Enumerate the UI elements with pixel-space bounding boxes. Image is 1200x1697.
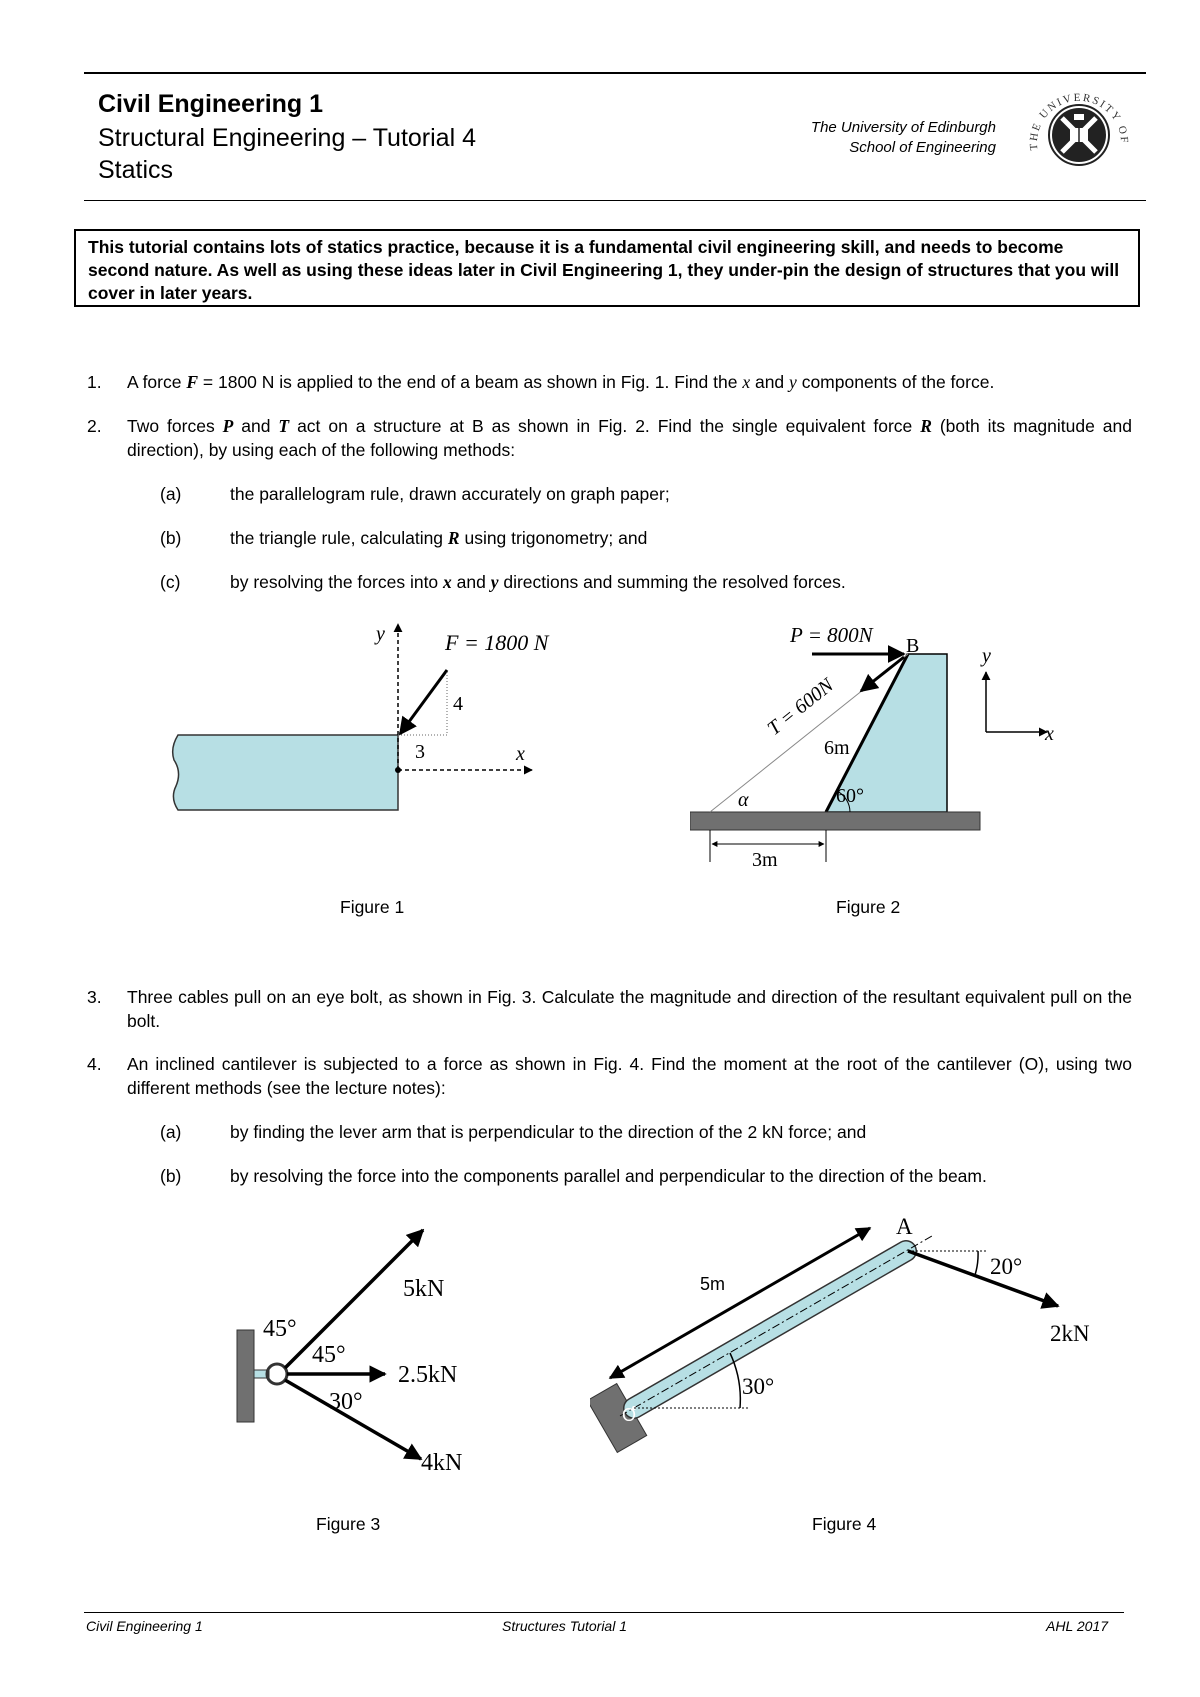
fig4-length-label: 5m bbox=[700, 1274, 726, 1294]
q2-part-a bbox=[160, 482, 1110, 506]
fig2-length-label: 6m bbox=[824, 737, 850, 759]
topic-title: Statics bbox=[98, 156, 174, 184]
q2b-label: (b) bbox=[160, 528, 182, 548]
fig4-angle-30: 30° bbox=[742, 1374, 775, 1399]
figure-3 bbox=[225, 1210, 505, 1480]
q2c-text-2: and bbox=[451, 572, 491, 592]
figure-4-caption: Figure 4 bbox=[812, 1514, 877, 1534]
q1-symbol-F: F bbox=[186, 372, 199, 392]
q2a-text: the parallelogram rule, drawn accurately on graph paper; bbox=[230, 484, 670, 504]
figure-3-caption: Figure 3 bbox=[316, 1514, 381, 1534]
tutorial-title: Structural Engineering – Tutorial 4 bbox=[98, 124, 476, 152]
fig3-label-5kn: 5kN bbox=[403, 1276, 445, 1302]
q2b-text-2: using trigonometry; and bbox=[459, 528, 648, 548]
q2c-text-1: by resolving the forces into bbox=[230, 572, 444, 592]
figure-4 bbox=[590, 1208, 1110, 1468]
q4a-label: (a) bbox=[160, 1122, 182, 1142]
header-bottom-rule bbox=[84, 200, 1146, 201]
q1-text-3: and bbox=[750, 372, 790, 392]
q2-text-4: (both its magnitude and direction), by using each of the following methods: bbox=[127, 416, 1132, 460]
q2-symbol-T: T bbox=[278, 416, 290, 436]
q1-text-2: = 1800 N is applied to the end of a beam as shown in Fig. 1. Find the bbox=[198, 372, 743, 392]
footer-center: Structures Tutorial 1 bbox=[502, 1618, 628, 1634]
fig2-b-label: B bbox=[906, 635, 920, 657]
q2-symbol-P: P bbox=[222, 416, 234, 436]
q1-text-4: components of the force. bbox=[796, 372, 995, 392]
fig4-point-o: O bbox=[622, 1405, 637, 1425]
fig2-base-label: 3m bbox=[752, 849, 778, 871]
question-2-number: 2. bbox=[87, 416, 102, 436]
q2c-text bbox=[230, 570, 846, 594]
fig4-point-a: A bbox=[896, 1214, 913, 1239]
q2c-symbol-y: y bbox=[490, 572, 499, 592]
school-name: School of Engineering bbox=[849, 139, 996, 156]
q2b-symbol-R: R bbox=[447, 528, 460, 548]
fig3-label-4kn: 4kN bbox=[421, 1450, 463, 1476]
footer-right: AHL 2017 bbox=[1046, 1618, 1109, 1634]
q4-part-b bbox=[160, 1164, 1110, 1188]
fig1-y-label: y bbox=[376, 623, 385, 645]
q2-part-c bbox=[160, 570, 1110, 594]
question-4 bbox=[87, 1052, 1132, 1100]
q4-part-a bbox=[160, 1120, 1110, 1144]
q1-symbol-x: x bbox=[742, 372, 751, 392]
question-2 bbox=[87, 414, 1132, 462]
q2c-symbol-x: x bbox=[443, 572, 452, 592]
question-4-number: 4. bbox=[87, 1054, 102, 1074]
fig4-angle-arc-20 bbox=[975, 1251, 978, 1275]
q2c-text-3: directions and summing the resolved forces. bbox=[498, 572, 846, 592]
course-title: Civil Engineering 1 bbox=[98, 90, 324, 118]
fig2-ground bbox=[690, 812, 980, 830]
fig1-origin bbox=[395, 767, 401, 773]
fig4-force-label: 2kN bbox=[1050, 1321, 1090, 1346]
q2-text-1: Two forces bbox=[127, 416, 223, 436]
q2-text-2: and bbox=[233, 416, 279, 436]
footer-rule bbox=[84, 1612, 1124, 1613]
fig1-beam bbox=[173, 735, 398, 810]
figure-1-caption: Figure 1 bbox=[340, 897, 405, 917]
fig2-alpha-label: α bbox=[738, 789, 749, 811]
fig3-eye-bolt bbox=[267, 1364, 287, 1384]
fig1-force-arrow bbox=[400, 670, 447, 734]
intro-box: This tutorial contains lots of statics practice, because it is a fundamental civil engineering skill, and needs to become second nature. As well as using these ideas later in Civil Engineering 1, they under-pin the design of structures that you will cover in later years. bbox=[74, 229, 1140, 307]
q2-symbol-R: R bbox=[920, 416, 932, 436]
fig4-centerline bbox=[620, 1236, 932, 1416]
logo-text: THE UNIVERSITY OF bbox=[1027, 91, 1131, 151]
question-3 bbox=[87, 985, 1132, 1033]
fig3-angle-2: 45° bbox=[312, 1342, 346, 1368]
q4-text: An inclined cantilever is subjected to a force as shown in Fig. 4. Find the moment at the root of the cantilever (O), using two different methods (see the lecture notes): bbox=[127, 1054, 1132, 1098]
q2a-label: (a) bbox=[160, 484, 182, 504]
question-1 bbox=[87, 370, 1132, 394]
fig4-force-arrow bbox=[908, 1251, 1058, 1306]
fig2-x-label: x bbox=[1045, 723, 1054, 745]
university-block bbox=[811, 118, 996, 158]
footer-left: Civil Engineering 1 bbox=[86, 1618, 203, 1634]
fig1-horizontal-label: 3 bbox=[415, 741, 425, 763]
fig1-x-label: x bbox=[516, 743, 525, 765]
fig2-y-label: y bbox=[982, 645, 991, 667]
university-logo bbox=[1018, 74, 1140, 196]
fig3-label-2-5kn: 2.5kN bbox=[398, 1362, 458, 1388]
q1-symbol-y: y bbox=[789, 372, 797, 392]
fig2-p-label: P = 800N bbox=[790, 623, 873, 647]
q1-text-1: A force bbox=[127, 372, 187, 392]
figure-2-caption: Figure 2 bbox=[836, 897, 901, 917]
fig3-wall bbox=[237, 1330, 254, 1422]
header-top-rule bbox=[84, 72, 1146, 74]
q4b-label: (b) bbox=[160, 1166, 182, 1186]
fig3-angle-1: 45° bbox=[263, 1316, 297, 1342]
q3-text: Three cables pull on an eye bolt, as shown in Fig. 3. Calculate the magnitude and direction of the resultant equivalent pull on the bolt. bbox=[127, 987, 1132, 1031]
question-3-number: 3. bbox=[87, 987, 102, 1007]
q2-part-b bbox=[160, 526, 1110, 550]
q4a-text: by finding the lever arm that is perpendicular to the direction of the 2 kN force; and bbox=[230, 1122, 867, 1142]
fig1-vertical-label: 4 bbox=[453, 693, 463, 715]
fig2-angle-label: 60° bbox=[836, 785, 864, 807]
fig1-force-label: F = 1800 N bbox=[445, 630, 549, 655]
fig4-angle-20: 20° bbox=[990, 1254, 1023, 1279]
q2-text-3: act on a structure at B as shown in Fig. 2. Find the single equivalent force bbox=[289, 416, 921, 436]
figure-1 bbox=[170, 610, 550, 820]
q4b-text: by resolving the force into the components parallel and perpendicular to the direction of the beam. bbox=[230, 1166, 987, 1186]
figure-2 bbox=[690, 612, 1060, 872]
question-1-number: 1. bbox=[87, 372, 102, 392]
q2b-text bbox=[230, 526, 647, 550]
fig3-angle-3: 30° bbox=[329, 1389, 363, 1415]
q2b-text-1: the triangle rule, calculating bbox=[230, 528, 448, 548]
university-name: The University of Edinburgh bbox=[810, 119, 996, 136]
fig2-t-label: T = 600N bbox=[763, 674, 838, 740]
q2c-label: (c) bbox=[160, 572, 181, 592]
